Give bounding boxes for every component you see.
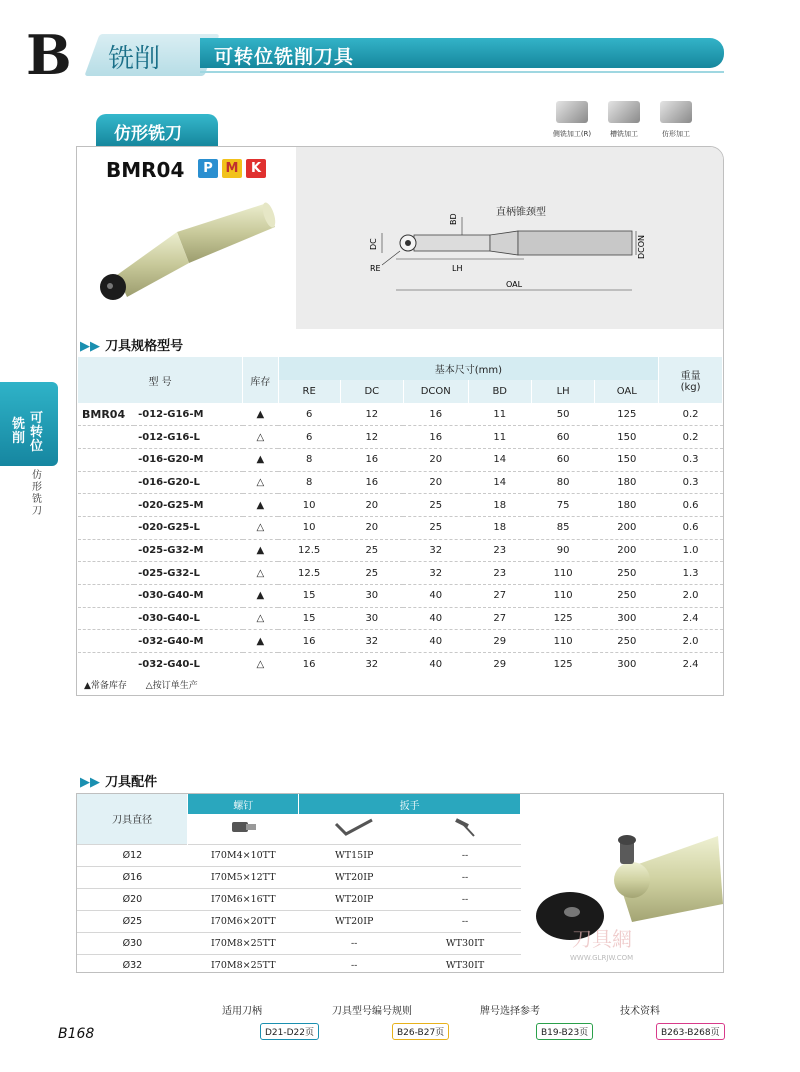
- table-row: [77, 910, 521, 932]
- stock-cell: ▲: [243, 539, 279, 562]
- table-row: [78, 516, 723, 539]
- model-suffix: -032-G40-M: [134, 630, 243, 653]
- label-oal: OAL: [506, 280, 523, 289]
- bd-cell: 14: [468, 448, 531, 471]
- spec-subtitle-row: [80, 335, 183, 354]
- ref-holder[interactable]: [222, 1002, 319, 1040]
- diameter-cell: Ø30: [77, 932, 188, 954]
- re-cell: 8: [278, 471, 340, 494]
- stock-cell: ▲: [256, 408, 265, 420]
- ref-technical-data[interactable]: [620, 1002, 725, 1040]
- dc-cell: 20: [340, 494, 403, 517]
- weight-cell: 1.3: [659, 562, 723, 585]
- model-suffix: -030-G40-L: [134, 607, 243, 630]
- wrench-cell: --: [410, 844, 521, 866]
- dcon-cell: 20: [403, 471, 468, 494]
- ref-pages-link[interactable]: D21-D22页: [260, 1023, 319, 1040]
- header-re: RE: [278, 380, 340, 403]
- weight-cell: 0.6: [659, 516, 723, 539]
- model-suffix: -030-G40-M: [134, 585, 243, 608]
- weight-cell: 2.0: [659, 630, 723, 653]
- machining-label: 槽铣加工: [610, 130, 638, 138]
- side-tab-text-1: 可转位: [30, 411, 44, 454]
- weight-cell: 0.3: [659, 471, 723, 494]
- header-diameter: 刀具直径: [77, 794, 188, 844]
- lh-cell: 50: [556, 408, 570, 420]
- model-suffix: -025-G32-M: [134, 539, 243, 562]
- watermark-url: WWW.GLRJW.COM: [570, 954, 634, 962]
- diameter-cell: Ø20: [77, 888, 188, 910]
- re-cell: 16: [278, 630, 340, 653]
- stock-cell: △: [243, 653, 279, 676]
- stock-cell: ▲: [243, 585, 279, 608]
- wrench-cell: WT20IP: [299, 866, 410, 888]
- watermark-text: 刀具網: [572, 927, 632, 951]
- label-lh: LH: [452, 264, 463, 273]
- weight-cell: 2.4: [659, 653, 723, 676]
- bd-cell: 27: [468, 585, 531, 608]
- bd-cell: 18: [468, 516, 531, 539]
- oal-cell: 180: [595, 471, 659, 494]
- t-wrench-icon: [450, 816, 480, 838]
- model-suffix: -020-G25-M: [134, 494, 243, 517]
- lh-cell: 110: [531, 630, 595, 653]
- screw-cell: I70M8×25TT: [188, 954, 299, 976]
- accessory-photo-area: [522, 794, 723, 972]
- side-tab-subtitle: 仿形铣刀: [32, 470, 42, 517]
- legend-order: △按订单生产: [145, 681, 198, 691]
- stock-cell: △: [243, 516, 279, 539]
- table-row: [77, 932, 521, 954]
- wrench-cell: --: [410, 866, 521, 888]
- weight-cell: 0.6: [659, 494, 723, 517]
- header-divider: [200, 71, 724, 73]
- header-oal: OAL: [595, 380, 659, 403]
- header-wrench: 扳手: [299, 794, 521, 814]
- lh-cell: 60: [531, 448, 595, 471]
- stock-cell: △: [243, 607, 279, 630]
- stock-cell: ▲: [243, 494, 279, 517]
- lh-cell: 125: [531, 607, 595, 630]
- stock-legend: [84, 678, 198, 691]
- ref-grade-selection[interactable]: [480, 1002, 593, 1040]
- bd-cell: 29: [468, 653, 531, 676]
- machining-type-profile: [656, 101, 696, 139]
- re-cell: 15: [278, 607, 340, 630]
- wrench-cell: --: [299, 954, 410, 976]
- model-suffix: -016-G20-M: [134, 448, 243, 471]
- machining-label: 仿形加工: [662, 130, 690, 138]
- bd-cell: 23: [468, 562, 531, 585]
- model-prefix: BMR04: [82, 407, 126, 421]
- model-suffix: -020-G25-L: [134, 516, 243, 539]
- grade-badge-k: K: [246, 159, 266, 178]
- re-cell: 15: [278, 585, 340, 608]
- t-wrench-icon-cell: [410, 814, 521, 844]
- oal-cell: 300: [595, 653, 659, 676]
- table-row: [78, 562, 723, 585]
- machining-type-side: [552, 101, 592, 139]
- wrench-cell: WT15IP: [299, 844, 410, 866]
- bd-cell: 18: [468, 494, 531, 517]
- header-bd: BD: [468, 380, 531, 403]
- wrench-cell: --: [410, 888, 521, 910]
- spec-table: [78, 357, 723, 675]
- stock-cell: ▲: [243, 448, 279, 471]
- grade-badge-p: P: [198, 159, 218, 178]
- table-row: [78, 585, 723, 608]
- label-dcon: DCON: [637, 234, 646, 259]
- dc-cell: 20: [340, 516, 403, 539]
- chapter-letter: B: [26, 23, 72, 87]
- dcon-cell: 20: [403, 448, 468, 471]
- wrench-cell: --: [410, 910, 521, 932]
- screw-cell: I70M6×20TT: [188, 910, 299, 932]
- header-stock: 库存: [243, 357, 279, 403]
- header-dc: DC: [340, 380, 403, 403]
- dcon-cell: 40: [403, 630, 468, 653]
- re-cell: 6: [278, 426, 340, 449]
- table-row: [78, 630, 723, 653]
- wrench-cell: WT30IT: [410, 954, 521, 976]
- re-cell: 12.5: [278, 539, 340, 562]
- header-lh: LH: [531, 380, 595, 403]
- product-model: BMR04: [106, 158, 185, 182]
- dimension-drawing-area: [296, 147, 723, 329]
- grade-badge-m: M: [222, 159, 242, 178]
- weight-cell: 0.2: [682, 408, 699, 420]
- table-row: [78, 653, 723, 676]
- bd-cell: 29: [468, 630, 531, 653]
- re-cell: 16: [278, 653, 340, 676]
- dcon-cell: 25: [403, 516, 468, 539]
- oal-cell: 150: [595, 448, 659, 471]
- dc-cell: 25: [340, 539, 403, 562]
- re-cell: 10: [278, 516, 340, 539]
- lh-cell: 110: [531, 585, 595, 608]
- side-tab: [0, 382, 58, 466]
- diameter-cell: Ø32: [77, 954, 188, 976]
- oal-cell: 125: [617, 408, 637, 420]
- drawing-title: 直柄锥颈型: [496, 207, 546, 218]
- page-title: 可转位铣削刀具: [214, 46, 355, 68]
- header-screw: 螺钉: [188, 794, 299, 814]
- side-tab-text-2: 铣削: [12, 417, 26, 446]
- header-dcon: DCON: [403, 380, 468, 403]
- table-row: [78, 448, 723, 471]
- header-dimensions: 基本尺寸(mm): [278, 357, 659, 380]
- label-re: RE: [370, 264, 381, 273]
- oal-cell: 250: [595, 630, 659, 653]
- table-row: [77, 954, 521, 976]
- table-row: [78, 471, 723, 494]
- label-bd: BD: [449, 213, 458, 225]
- legend-stock: ▲常备库存: [84, 681, 127, 691]
- machining-label: 侧铣加工(R): [552, 130, 592, 138]
- wrench-cell: --: [299, 932, 410, 954]
- diameter-cell: Ø16: [77, 866, 188, 888]
- double-arrow-icon: ▶▶: [80, 339, 100, 354]
- lh-cell: 125: [531, 653, 595, 676]
- accessories-table: [77, 794, 521, 976]
- table-row: [78, 426, 723, 449]
- dc-cell: 32: [340, 653, 403, 676]
- spec-subtitle: 刀具规格型号: [105, 339, 184, 354]
- stock-cell: ▲: [243, 630, 279, 653]
- re-cell: 10: [278, 494, 340, 517]
- wrench-icon-cell: [299, 814, 410, 844]
- re-cell: 12.5: [278, 562, 340, 585]
- ref-label: 牌号选择参考: [480, 1006, 540, 1017]
- dc-cell: 12: [365, 408, 379, 420]
- oal-cell: 200: [595, 539, 659, 562]
- ref-pages-link[interactable]: B26-B27页: [392, 1023, 449, 1040]
- dc-cell: 12: [340, 426, 403, 449]
- table-row: [78, 539, 723, 562]
- screw-cell: I70M4×10TT: [188, 844, 299, 866]
- lh-cell: 75: [531, 494, 595, 517]
- dcon-cell: 25: [403, 494, 468, 517]
- screw-cell: I70M8×25TT: [188, 932, 299, 954]
- stock-cell: △: [243, 471, 279, 494]
- dcon-cell: 40: [403, 653, 468, 676]
- dcon-cell: 32: [403, 562, 468, 585]
- stock-cell: △: [243, 562, 279, 585]
- bd-cell: 11: [468, 426, 531, 449]
- re-cell: 8: [278, 448, 340, 471]
- table-row: [77, 888, 521, 910]
- ref-label: 技术资料: [620, 1006, 660, 1017]
- bd-cell: 11: [493, 408, 507, 420]
- ref-naming-rules[interactable]: [332, 1002, 449, 1040]
- table-row: [78, 494, 723, 517]
- model-suffix: -032-G40-L: [134, 653, 243, 676]
- table-row: [78, 607, 723, 630]
- oal-cell: 250: [595, 562, 659, 585]
- dcon-cell: 40: [403, 585, 468, 608]
- bd-cell: 27: [468, 607, 531, 630]
- model-suffix: -012-G16-L: [134, 426, 243, 449]
- dc-cell: 16: [340, 471, 403, 494]
- l-wrench-icon: [332, 816, 376, 838]
- wrench-cell: WT20IP: [299, 888, 410, 910]
- machining-type-slot: [604, 101, 644, 139]
- dc-cell: 32: [340, 630, 403, 653]
- re-cell: 6: [305, 408, 313, 420]
- oal-cell: 250: [595, 585, 659, 608]
- dcon-cell: 32: [403, 539, 468, 562]
- dc-cell: 16: [340, 448, 403, 471]
- profile-milling-icon: [660, 101, 692, 123]
- dcon-cell: 40: [403, 607, 468, 630]
- slot-milling-icon: [608, 101, 640, 123]
- section-tab: 仿形铣刀: [96, 114, 218, 146]
- acc-subtitle: 刀具配件: [105, 775, 158, 790]
- oal-cell: 150: [595, 426, 659, 449]
- screw-cell: I70M6×16TT: [188, 888, 299, 910]
- acc-subtitle-row: [80, 771, 157, 790]
- bd-cell: 23: [468, 539, 531, 562]
- header-weight: 重量 (kg): [659, 357, 723, 403]
- label-dc: DC: [369, 238, 378, 250]
- header-model: 型 号: [78, 357, 243, 403]
- lh-cell: 110: [531, 562, 595, 585]
- insert-and-screw-photo: [522, 794, 723, 972]
- bd-cell: 14: [468, 471, 531, 494]
- dc-cell: 30: [340, 607, 403, 630]
- screw-icon-cell: [188, 814, 299, 844]
- weight-cell: 1.0: [659, 539, 723, 562]
- weight-cell: 0.3: [659, 448, 723, 471]
- oal-cell: 300: [595, 607, 659, 630]
- category-label: 铣削: [108, 44, 161, 74]
- weight-cell: 2.0: [659, 585, 723, 608]
- dcon-cell: 16: [403, 426, 468, 449]
- model-suffix: -012-G16-M: [138, 408, 204, 420]
- ref-label: 刀具型号编号规则: [332, 1006, 412, 1017]
- model-suffix: -025-G32-L: [134, 562, 243, 585]
- double-arrow-icon: ▶▶: [80, 775, 100, 790]
- dc-cell: 25: [340, 562, 403, 585]
- diameter-cell: Ø25: [77, 910, 188, 932]
- table-row: [77, 866, 521, 888]
- table-row: [78, 403, 723, 426]
- ref-label: 适用刀柄: [222, 1006, 262, 1017]
- weight-cell: 0.2: [659, 426, 723, 449]
- oal-cell: 200: [595, 516, 659, 539]
- dc-cell: 30: [340, 585, 403, 608]
- screw-icon: [229, 817, 259, 837]
- lh-cell: 90: [531, 539, 595, 562]
- model-suffix: -016-G20-L: [134, 471, 243, 494]
- side-milling-icon: [556, 101, 588, 123]
- ref-pages-link[interactable]: B19-B23页: [536, 1023, 593, 1040]
- wrench-cell: WT30IT: [410, 932, 521, 954]
- lh-cell: 80: [531, 471, 595, 494]
- ref-pages-link[interactable]: B263-B268页: [656, 1023, 725, 1040]
- stock-cell: △: [243, 426, 279, 449]
- oal-cell: 180: [595, 494, 659, 517]
- dimension-drawing: [296, 147, 723, 329]
- diameter-cell: Ø12: [77, 844, 188, 866]
- dcon-cell: 16: [429, 408, 443, 420]
- page-number: B168: [58, 1026, 95, 1042]
- lh-cell: 85: [531, 516, 595, 539]
- weight-cell: 2.4: [659, 607, 723, 630]
- table-row: [77, 844, 521, 866]
- lh-cell: 60: [531, 426, 595, 449]
- wrench-cell: WT20IP: [299, 910, 410, 932]
- screw-cell: I70M5×12TT: [188, 866, 299, 888]
